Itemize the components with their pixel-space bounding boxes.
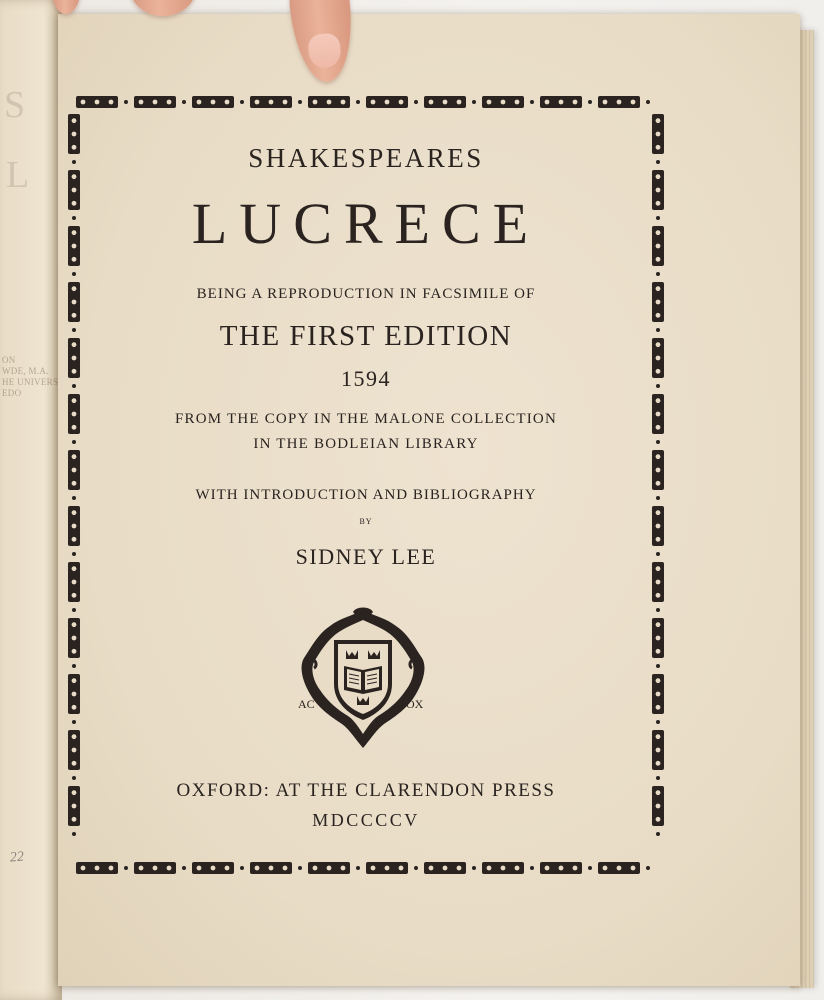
contents-note: WITH INTRODUCTION AND BIBLIOGRAPHY — [195, 487, 537, 503]
imprint: OXFORD: AT THE CLARENDON PRESS — [176, 780, 556, 801]
year: 1594 — [341, 366, 391, 391]
author-line: SHAKESPEARES — [248, 143, 484, 173]
subtitle: BEING A REPRODUCTION IN FACSIMILE OF — [196, 286, 536, 302]
edition-line: THE FIRST EDITION — [219, 320, 513, 352]
source-line: FROM THE COPY IN THE MALONE COLLECTION — [175, 411, 557, 427]
editor-name: SIDNEY LEE — [295, 544, 437, 569]
pencil-mark: 22 — [9, 849, 25, 866]
seal-letters-right: OX — [406, 697, 424, 711]
oxford-seal-icon — [296, 606, 430, 752]
imprint-date: MDCCCCV — [312, 810, 420, 830]
seal-letters-left: AC — [298, 697, 315, 711]
book-title: LUCRECE — [191, 191, 541, 256]
facing-page: S L ON WDE, M.A. HE UNIVERS EDO 22 — [0, 0, 62, 1000]
by-line: BY — [359, 517, 373, 526]
source-line: IN THE BODLEIAN LIBRARY — [253, 436, 479, 452]
